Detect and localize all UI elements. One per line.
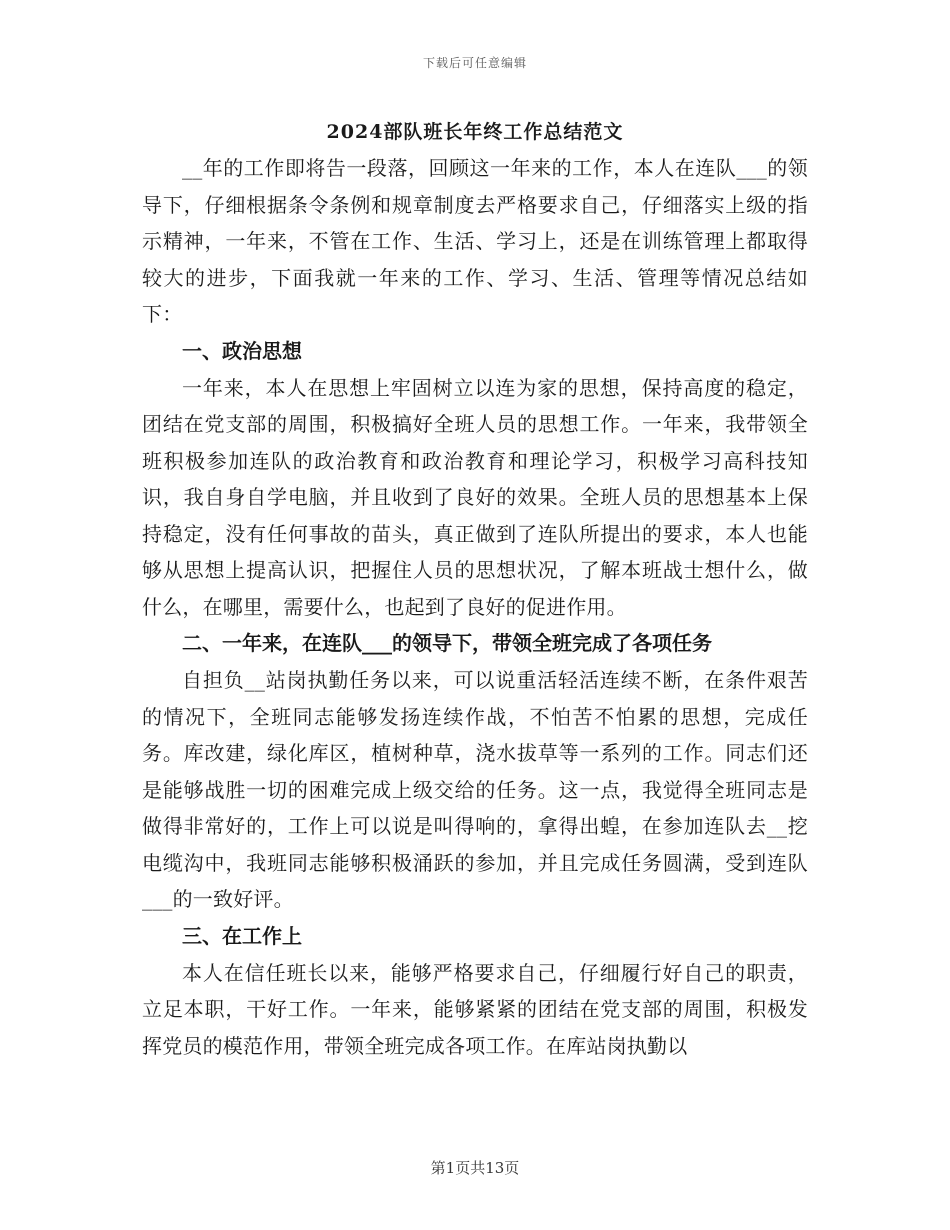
tasks-paragraph: 自担负__站岗执勤任务以来，可以说重活轻活连续不断，在条件艰苦的情况下，全班同志能够发扬连续作战，不怕苦不怕累的思想，完成任务。库改建，绿化库区，植树种草，浇水拔草等一系列的工作。同志们还是能够战胜一切的困难完成上级交给的任务。这一点，我觉得全班同志是做得非常好的，工作上可以说是叫得响的，拿得出蝗，在参加连队去__挖电缆沟中，我班同志能够积极涌跃的参加，并且完成任务圆满，受到连队___的一致好评。	[142, 668, 808, 911]
intro-paragraph: __年的工作即将告一段落，回顾这一年来的工作，本人在连队___的领导下，仔细根据条令条例和规章制度去严格要求自己，仔细落实上级的指示精神，一年来，不管在工作、生活、学习上，还是在训练管理上都取得较大的进步，下面我就一年来的工作、学习、生活、管理等情况总结如下：	[142, 156, 808, 326]
section-heading-tasks: 二、一年来，在连队___的领导下，带领全班完成了各项任务	[182, 631, 712, 655]
header-note: 下载后可任意编辑	[422, 56, 527, 70]
political-paragraph: 一年来，本人在思想上牢固树立以连为家的思想，保持高度的稳定，团结在党支部的周围，积极搞好全班人员的思想工作。一年来，我带领全班积极参加连队的政治教育和政治教育和理论学习，积极学习高科技知识，我自身自学电脑，并且收到了良好的效果。全班人员的思想基本上保持稳定，没有任何事故的苗头，真正做到了连队所提出的要求，本人也能够从思想上提高认识，把握住人员的思想状况，了解本班战士想什么，做什么，在哪里，需要什么，也起到了良好的促进作用。	[142, 375, 808, 619]
page-number-footer: 第1页共13页	[430, 1159, 520, 1177]
section-heading-political: 一、政治思想	[182, 338, 302, 363]
document-body	[142, 150, 808, 1064]
document-title: 2024部队班长年终工作总结范文	[326, 121, 624, 143]
section-heading-work: 三、在工作上	[182, 923, 302, 948]
work-paragraph: 本人在信任班长以来，能够严格要求自己，仔细履行好自己的职责，立足本职，干好工作。一年来，能够紧紧的团结在党支部的周围，积极发挥党员的模范作用，带领全班完成各项工作。在库站岗执勤以	[142, 960, 808, 1058]
